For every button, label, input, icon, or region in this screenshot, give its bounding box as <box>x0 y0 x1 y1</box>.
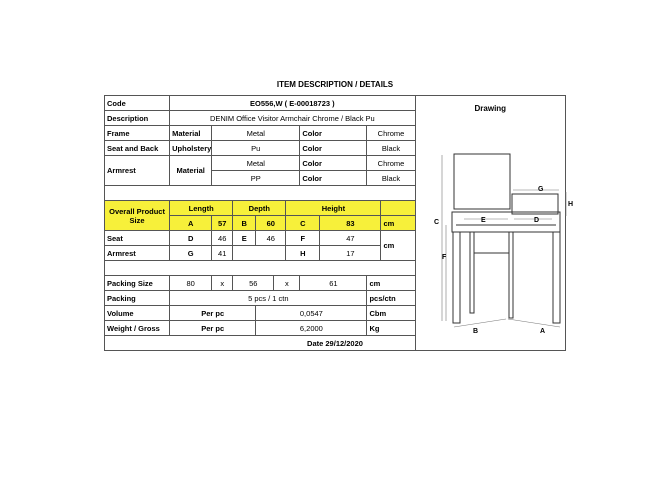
seat-back-label: Seat and Back <box>105 141 170 156</box>
armrest-material-label: Material <box>170 156 212 186</box>
dim-h-value: 17 <box>320 246 381 261</box>
packing-size-unit: cm <box>367 276 415 291</box>
spacer-row-2 <box>105 261 416 276</box>
drawing-label-h: H <box>567 201 573 208</box>
weight-per: Per pc <box>170 321 256 336</box>
weight-unit: Kg <box>367 321 415 336</box>
code-value: EO556,W ( E-00018723 ) <box>170 96 415 111</box>
packing-size-2: 56 <box>233 276 274 291</box>
drawing-label-g: G <box>537 186 544 193</box>
armrest-dim-label: Armrest <box>105 246 170 261</box>
chair-drawing <box>416 113 573 335</box>
dim-a-value: 57 <box>212 216 233 231</box>
armrest-color-2: Black <box>367 171 415 186</box>
frame-color-label: Color <box>300 126 367 141</box>
seat-color-label: Color <box>300 141 367 156</box>
dim-b-value: 60 <box>256 216 286 231</box>
armrest-color-label-1: Color <box>300 156 367 171</box>
dim-f-label: F <box>286 231 320 246</box>
dim-g-label: G <box>170 246 212 261</box>
dim-c-value: 83 <box>320 216 381 231</box>
description-value: DENIM Office Visitor Armchair Chrome / Black Pu <box>170 111 415 126</box>
armrest-material-1: Metal <box>212 156 300 171</box>
packing-x-1: x <box>212 276 233 291</box>
drawing-label-f: F <box>441 254 446 261</box>
dim-b-label: B <box>233 216 256 231</box>
drawing-header: Drawing <box>474 104 507 113</box>
length-header: Length <box>170 201 233 216</box>
volume-value: 0,0547 <box>256 306 367 321</box>
frame-material-value: Metal <box>212 126 300 141</box>
volume-label: Volume <box>105 306 170 321</box>
dim-a-label: A <box>170 216 212 231</box>
seat-label: Seat <box>105 231 170 246</box>
armrest-material-2: PP <box>212 171 300 186</box>
height-header: Height <box>286 201 381 216</box>
description-label: Description <box>105 111 170 126</box>
height-header-blank <box>381 201 415 216</box>
document-date: Date 29/12/2020 <box>105 336 566 351</box>
weight-label: Weight / Gross <box>105 321 170 336</box>
drawing-label-e: E <box>480 217 486 224</box>
weight-value: 6,2000 <box>256 321 367 336</box>
packing-size-label: Packing Size <box>105 276 170 291</box>
armrest-dim-blank <box>233 246 286 261</box>
dim-g-value: 41 <box>212 246 233 261</box>
packing-label: Packing <box>105 291 170 306</box>
drawing-label-d: D <box>533 217 539 224</box>
drawing-label-c: C <box>433 219 439 226</box>
spec-table <box>104 95 573 351</box>
armrest-color-label-2: Color <box>300 171 367 186</box>
frame-material-label: Material <box>170 126 212 141</box>
packing-size-1: 80 <box>170 276 212 291</box>
dim-h-label: H <box>286 246 320 261</box>
dim-d-value: 46 <box>212 231 233 246</box>
code-label: Code <box>105 96 170 111</box>
dim-f-value: 47 <box>320 231 381 246</box>
upholstery-value: Pu <box>212 141 300 156</box>
dim-unit-2: cm <box>381 231 415 261</box>
packing-x-2: x <box>274 276 300 291</box>
frame-color-value: Chrome <box>367 126 415 141</box>
spacer-row <box>105 186 416 201</box>
dim-c-label: C <box>286 216 320 231</box>
document-title: ITEM DESCRIPTION / DETAILS <box>276 80 394 89</box>
overall-size-label: Overall Product Size <box>105 201 170 231</box>
dim-e-label: E <box>233 231 256 246</box>
packing-value: 5 pcs / 1 ctn <box>170 291 367 306</box>
drawing-label-b: B <box>472 328 478 335</box>
depth-header: Depth <box>233 201 286 216</box>
dim-unit: cm <box>381 216 415 231</box>
dim-e-value: 46 <box>256 231 286 246</box>
drawing-label-a: A <box>539 328 545 335</box>
frame-label: Frame <box>105 126 170 141</box>
packing-unit: pcs/ctn <box>367 291 415 306</box>
seat-color-value: Black <box>367 141 415 156</box>
dim-d-label: D <box>170 231 212 246</box>
volume-unit: Cbm <box>367 306 415 321</box>
packing-size-3: 61 <box>300 276 367 291</box>
upholstery-label: Upholstery <box>170 141 212 156</box>
armrest-color-1: Chrome <box>367 156 415 171</box>
drawing-cell <box>415 96 573 351</box>
armrest-label: Armrest <box>105 156 170 186</box>
volume-per: Per pc <box>170 306 256 321</box>
